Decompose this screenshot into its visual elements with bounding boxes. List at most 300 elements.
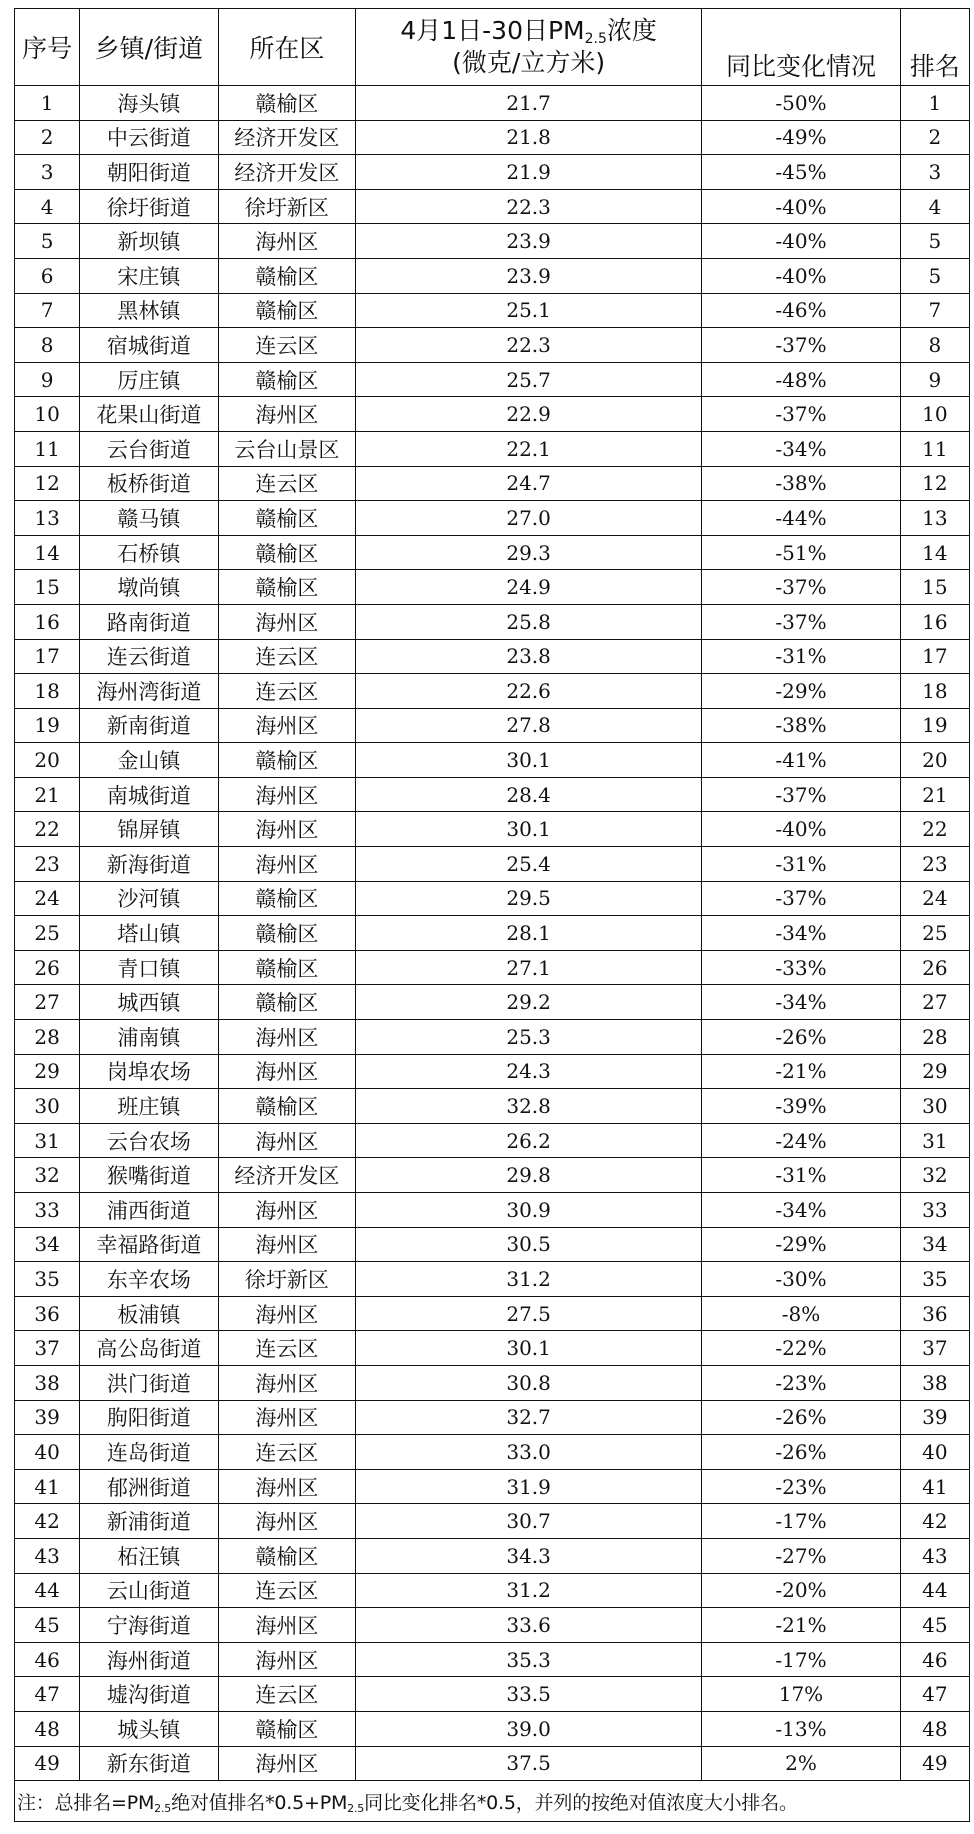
- cell-yoy-change: -23%: [702, 1365, 901, 1400]
- cell-yoy-change: -34%: [702, 985, 901, 1020]
- table-row: [15, 847, 970, 882]
- cell-rank: 46: [900, 1642, 969, 1677]
- cell-rank: 14: [900, 535, 969, 570]
- cell-town: 新浦街道: [80, 1504, 218, 1539]
- cell-district: 海州区: [218, 1746, 355, 1781]
- cell-pm25: 23.9: [356, 258, 702, 293]
- cell-rank: 9: [900, 362, 969, 397]
- cell-town: 板桥街道: [80, 466, 218, 501]
- cell-town: 新东街道: [80, 1746, 218, 1781]
- cell-yoy-change: -17%: [702, 1504, 901, 1539]
- cell-town: 花果山街道: [80, 397, 218, 432]
- table-row: [15, 881, 970, 916]
- cell-index: 42: [15, 1504, 80, 1539]
- cell-town: 赣马镇: [80, 501, 218, 536]
- cell-pm25: 31.2: [356, 1262, 702, 1297]
- cell-index: 6: [15, 258, 80, 293]
- cell-index: 47: [15, 1677, 80, 1712]
- cell-yoy-change: -34%: [702, 431, 901, 466]
- cell-town: 连云街道: [80, 639, 218, 674]
- cell-rank: 30: [900, 1089, 969, 1124]
- table-row: [15, 1296, 970, 1331]
- cell-rank: 13: [900, 501, 969, 536]
- footnote-sub1: 2.5: [154, 1801, 172, 1815]
- cell-town: 宿城街道: [80, 328, 218, 363]
- cell-index: 9: [15, 362, 80, 397]
- cell-yoy-change: -38%: [702, 466, 901, 501]
- cell-pm25: 22.3: [356, 328, 702, 363]
- cell-district: 连云区: [218, 1677, 355, 1712]
- cell-town: 云台农场: [80, 1123, 218, 1158]
- table-row: [15, 1365, 970, 1400]
- cell-rank: 36: [900, 1296, 969, 1331]
- table-row: [15, 466, 970, 501]
- cell-yoy-change: -26%: [702, 1400, 901, 1435]
- table-row: [15, 120, 970, 155]
- cell-yoy-change: 17%: [702, 1677, 901, 1712]
- cell-yoy-change: -39%: [702, 1089, 901, 1124]
- cell-index: 39: [15, 1400, 80, 1435]
- cell-pm25: 30.8: [356, 1365, 702, 1400]
- cell-index: 29: [15, 1054, 80, 1089]
- cell-rank: 26: [900, 950, 969, 985]
- cell-district: 徐圩新区: [218, 189, 355, 224]
- cell-rank: 25: [900, 916, 969, 951]
- table-row: [15, 1538, 970, 1573]
- table-row: [15, 224, 970, 259]
- table-row: [15, 1262, 970, 1297]
- cell-town: 南城街道: [80, 777, 218, 812]
- cell-rank: 23: [900, 847, 969, 882]
- cell-yoy-change: -17%: [702, 1642, 901, 1677]
- cell-pm25: 29.3: [356, 535, 702, 570]
- cell-rank: 2: [900, 120, 969, 155]
- cell-rank: 5: [900, 258, 969, 293]
- cell-district: 连云区: [218, 674, 355, 709]
- table-row: [15, 674, 970, 709]
- footnote-part2: 绝对值排名*0.5+PM: [171, 1791, 348, 1814]
- cell-index: 12: [15, 466, 80, 501]
- cell-yoy-change: -8%: [702, 1296, 901, 1331]
- cell-yoy-change: -27%: [702, 1538, 901, 1573]
- cell-town: 宁海街道: [80, 1608, 218, 1643]
- cell-rank: 40: [900, 1435, 969, 1470]
- cell-district: 赣榆区: [218, 881, 355, 916]
- cell-yoy-change: -51%: [702, 535, 901, 570]
- cell-yoy-change: -41%: [702, 743, 901, 778]
- cell-index: 11: [15, 431, 80, 466]
- table-row: [15, 328, 970, 363]
- cell-pm25: 32.8: [356, 1089, 702, 1124]
- cell-district: 海州区: [218, 812, 355, 847]
- cell-district: 海州区: [218, 1020, 355, 1055]
- cell-yoy-change: -46%: [702, 293, 901, 328]
- cell-town: 沙河镇: [80, 881, 218, 916]
- table-row: [15, 570, 970, 605]
- cell-pm25: 25.8: [356, 604, 702, 639]
- cell-pm25: 32.7: [356, 1400, 702, 1435]
- table-row: [15, 1677, 970, 1712]
- cell-yoy-change: -31%: [702, 847, 901, 882]
- cell-rank: 10: [900, 397, 969, 432]
- cell-yoy-change: -30%: [702, 1262, 901, 1297]
- table-body: [15, 86, 970, 1781]
- cell-index: 27: [15, 985, 80, 1020]
- cell-pm25: 30.1: [356, 1331, 702, 1366]
- cell-rank: 4: [900, 189, 969, 224]
- cell-rank: 21: [900, 777, 969, 812]
- cell-rank: 37: [900, 1331, 969, 1366]
- cell-district: 海州区: [218, 604, 355, 639]
- cell-rank: 5: [900, 224, 969, 259]
- cell-rank: 1: [900, 86, 969, 121]
- cell-pm25: 28.1: [356, 916, 702, 951]
- cell-town: 锦屏镇: [80, 812, 218, 847]
- cell-yoy-change: -50%: [702, 86, 901, 121]
- cell-pm25: 30.5: [356, 1227, 702, 1262]
- cell-yoy-change: -40%: [702, 224, 901, 259]
- cell-index: 8: [15, 328, 80, 363]
- table-row: [15, 1642, 970, 1677]
- cell-yoy-change: -29%: [702, 674, 901, 709]
- cell-district: 赣榆区: [218, 1089, 355, 1124]
- cell-index: 25: [15, 916, 80, 951]
- cell-district: 海州区: [218, 1054, 355, 1089]
- table-row: [15, 397, 970, 432]
- cell-rank: 3: [900, 155, 969, 190]
- cell-district: 徐圩新区: [218, 1262, 355, 1297]
- cell-district: 海州区: [218, 1469, 355, 1504]
- cell-rank: 16: [900, 604, 969, 639]
- cell-yoy-change: -34%: [702, 916, 901, 951]
- cell-town: 徐圩街道: [80, 189, 218, 224]
- cell-index: 22: [15, 812, 80, 847]
- cell-district: 赣榆区: [218, 86, 355, 121]
- cell-district: 经济开发区: [218, 155, 355, 190]
- cell-district: 海州区: [218, 708, 355, 743]
- cell-pm25: 33.6: [356, 1608, 702, 1643]
- cell-index: 5: [15, 224, 80, 259]
- table-row: [15, 258, 970, 293]
- cell-rank: 45: [900, 1608, 969, 1643]
- cell-index: 17: [15, 639, 80, 674]
- cell-rank: 34: [900, 1227, 969, 1262]
- cell-pm25: 26.2: [356, 1123, 702, 1158]
- table-row: [15, 1193, 970, 1228]
- cell-pm25: 22.3: [356, 189, 702, 224]
- cell-rank: 27: [900, 985, 969, 1020]
- cell-yoy-change: -37%: [702, 397, 901, 432]
- cell-district: 海州区: [218, 1365, 355, 1400]
- cell-district: 连云区: [218, 1573, 355, 1608]
- cell-pm25: 24.7: [356, 466, 702, 501]
- cell-index: 13: [15, 501, 80, 536]
- cell-yoy-change: 2%: [702, 1746, 901, 1781]
- cell-yoy-change: -40%: [702, 812, 901, 847]
- cell-district: 云台山景区: [218, 431, 355, 466]
- table-row: [15, 1608, 970, 1643]
- cell-district: 经济开发区: [218, 1158, 355, 1193]
- cell-pm25: 22.9: [356, 397, 702, 432]
- cell-index: 40: [15, 1435, 80, 1470]
- cell-pm25: 22.6: [356, 674, 702, 709]
- cell-rank: 12: [900, 466, 969, 501]
- cell-index: 48: [15, 1711, 80, 1746]
- cell-pm25: 27.5: [356, 1296, 702, 1331]
- cell-yoy-change: -26%: [702, 1435, 901, 1470]
- cell-pm25: 30.1: [356, 743, 702, 778]
- cell-yoy-change: -37%: [702, 570, 901, 605]
- table-row: [15, 777, 970, 812]
- cell-town: 海州湾街道: [80, 674, 218, 709]
- table-row: [15, 708, 970, 743]
- cell-town: 柘汪镇: [80, 1538, 218, 1573]
- cell-index: 30: [15, 1089, 80, 1124]
- cell-pm25: 23.9: [356, 224, 702, 259]
- header-concentration-unit: (微克/立方米): [452, 48, 606, 77]
- header-concentration-pre: 4月1日-30日PM: [400, 16, 585, 45]
- cell-town: 浦南镇: [80, 1020, 218, 1055]
- cell-yoy-change: -23%: [702, 1469, 901, 1504]
- cell-rank: 49: [900, 1746, 969, 1781]
- cell-district: 海州区: [218, 1504, 355, 1539]
- cell-district: 赣榆区: [218, 1538, 355, 1573]
- table-row: [15, 1089, 970, 1124]
- cell-pm25: 29.8: [356, 1158, 702, 1193]
- cell-pm25: 37.5: [356, 1746, 702, 1781]
- cell-index: 16: [15, 604, 80, 639]
- cell-district: 赣榆区: [218, 570, 355, 605]
- cell-index: 45: [15, 1608, 80, 1643]
- cell-index: 15: [15, 570, 80, 605]
- cell-district: 海州区: [218, 1296, 355, 1331]
- cell-yoy-change: -31%: [702, 1158, 901, 1193]
- cell-pm25: 24.9: [356, 570, 702, 605]
- cell-pm25: 27.8: [356, 708, 702, 743]
- cell-pm25: 25.1: [356, 293, 702, 328]
- cell-rank: 19: [900, 708, 969, 743]
- cell-index: 31: [15, 1123, 80, 1158]
- cell-district: 经济开发区: [218, 120, 355, 155]
- cell-town: 岗埠农场: [80, 1054, 218, 1089]
- cell-index: 18: [15, 674, 80, 709]
- cell-rank: 35: [900, 1262, 969, 1297]
- cell-pm25: 21.8: [356, 120, 702, 155]
- cell-index: 7: [15, 293, 80, 328]
- header-yoy: 同比变化情况: [702, 9, 901, 86]
- table-row: [15, 604, 970, 639]
- cell-town: 城头镇: [80, 1711, 218, 1746]
- cell-rank: 7: [900, 293, 969, 328]
- cell-rank: 17: [900, 639, 969, 674]
- cell-district: 连云区: [218, 328, 355, 363]
- cell-index: 23: [15, 847, 80, 882]
- cell-pm25: 25.4: [356, 847, 702, 882]
- table-row: [15, 1227, 970, 1262]
- footnote-part1: 注：总排名=PM: [17, 1791, 155, 1814]
- cell-index: 32: [15, 1158, 80, 1193]
- cell-index: 20: [15, 743, 80, 778]
- cell-district: 赣榆区: [218, 743, 355, 778]
- cell-town: 朝阳街道: [80, 155, 218, 190]
- table-row: [15, 1054, 970, 1089]
- cell-district: 连云区: [218, 1435, 355, 1470]
- cell-district: 连云区: [218, 466, 355, 501]
- cell-town: 宋庄镇: [80, 258, 218, 293]
- cell-yoy-change: -20%: [702, 1573, 901, 1608]
- cell-yoy-change: -13%: [702, 1711, 901, 1746]
- cell-pm25: 22.1: [356, 431, 702, 466]
- table-row: [15, 916, 970, 951]
- table-row: [15, 1400, 970, 1435]
- header-concentration-post: 浓度: [606, 16, 657, 45]
- cell-index: 21: [15, 777, 80, 812]
- cell-pm25: 33.0: [356, 1435, 702, 1470]
- footnote-part3: 同比变化排名*0.5，并列的按绝对值浓度大小排名。: [364, 1791, 798, 1814]
- cell-district: 海州区: [218, 1608, 355, 1643]
- cell-pm25: 29.5: [356, 881, 702, 916]
- cell-pm25: 21.7: [356, 86, 702, 121]
- table-row: [15, 1711, 970, 1746]
- cell-district: 赣榆区: [218, 950, 355, 985]
- table-row: [15, 431, 970, 466]
- cell-town: 云台街道: [80, 431, 218, 466]
- cell-pm25: 25.3: [356, 1020, 702, 1055]
- cell-town: 连岛街道: [80, 1435, 218, 1470]
- cell-district: 赣榆区: [218, 1711, 355, 1746]
- cell-yoy-change: -49%: [702, 120, 901, 155]
- cell-pm25: 23.8: [356, 639, 702, 674]
- cell-town: 猴嘴街道: [80, 1158, 218, 1193]
- cell-town: 幸福路街道: [80, 1227, 218, 1262]
- cell-yoy-change: -33%: [702, 950, 901, 985]
- cell-rank: 20: [900, 743, 969, 778]
- cell-pm25: 30.7: [356, 1504, 702, 1539]
- cell-town: 青口镇: [80, 950, 218, 985]
- cell-index: 24: [15, 881, 80, 916]
- cell-town: 海州街道: [80, 1642, 218, 1677]
- cell-town: 塔山镇: [80, 916, 218, 951]
- cell-yoy-change: -21%: [702, 1054, 901, 1089]
- cell-town: 墩尚镇: [80, 570, 218, 605]
- table-row: [15, 1123, 970, 1158]
- cell-district: 海州区: [218, 397, 355, 432]
- cell-town: 城西镇: [80, 985, 218, 1020]
- cell-town: 黑林镇: [80, 293, 218, 328]
- cell-rank: 33: [900, 1193, 969, 1228]
- cell-index: 28: [15, 1020, 80, 1055]
- cell-rank: 41: [900, 1469, 969, 1504]
- cell-index: 19: [15, 708, 80, 743]
- cell-rank: 11: [900, 431, 969, 466]
- cell-rank: 39: [900, 1400, 969, 1435]
- table-row: [15, 1573, 970, 1608]
- cell-district: 赣榆区: [218, 916, 355, 951]
- cell-district: 赣榆区: [218, 293, 355, 328]
- cell-index: 44: [15, 1573, 80, 1608]
- cell-rank: 24: [900, 881, 969, 916]
- table-row: [15, 812, 970, 847]
- table-row: [15, 1469, 970, 1504]
- cell-town: 路南街道: [80, 604, 218, 639]
- table-row: [15, 1746, 970, 1781]
- cell-yoy-change: -24%: [702, 1123, 901, 1158]
- cell-index: 34: [15, 1227, 80, 1262]
- cell-town: 金山镇: [80, 743, 218, 778]
- header-concentration: [356, 9, 702, 86]
- cell-rank: 31: [900, 1123, 969, 1158]
- cell-district: 赣榆区: [218, 362, 355, 397]
- cell-pm25: 28.4: [356, 777, 702, 812]
- table-row: [15, 362, 970, 397]
- cell-district: 海州区: [218, 1227, 355, 1262]
- cell-index: 36: [15, 1296, 80, 1331]
- cell-pm25: 39.0: [356, 1711, 702, 1746]
- table-row: [15, 535, 970, 570]
- cell-index: 43: [15, 1538, 80, 1573]
- cell-yoy-change: -34%: [702, 1193, 901, 1228]
- cell-district: 海州区: [218, 1123, 355, 1158]
- cell-yoy-change: -37%: [702, 604, 901, 639]
- cell-district: 赣榆区: [218, 535, 355, 570]
- cell-town: 板浦镇: [80, 1296, 218, 1331]
- cell-pm25: 31.2: [356, 1573, 702, 1608]
- cell-yoy-change: -44%: [702, 501, 901, 536]
- cell-pm25: 25.7: [356, 362, 702, 397]
- cell-yoy-change: -29%: [702, 1227, 901, 1262]
- table-row: [15, 293, 970, 328]
- cell-district: 连云区: [218, 1331, 355, 1366]
- cell-pm25: 27.0: [356, 501, 702, 536]
- cell-yoy-change: -38%: [702, 708, 901, 743]
- cell-district: 海州区: [218, 1400, 355, 1435]
- cell-rank: 18: [900, 674, 969, 709]
- cell-pm25: 34.3: [356, 1538, 702, 1573]
- cell-town: 洪门街道: [80, 1365, 218, 1400]
- cell-index: 1: [15, 86, 80, 121]
- cell-district: 海州区: [218, 777, 355, 812]
- cell-rank: 48: [900, 1711, 969, 1746]
- header-town: 乡镇/街道: [80, 9, 218, 86]
- table-row: [15, 1331, 970, 1366]
- cell-pm25: 30.1: [356, 812, 702, 847]
- table-row: [15, 501, 970, 536]
- cell-index: 37: [15, 1331, 80, 1366]
- cell-index: 33: [15, 1193, 80, 1228]
- cell-index: 3: [15, 155, 80, 190]
- table-row: [15, 155, 970, 190]
- table-row: [15, 743, 970, 778]
- cell-rank: 8: [900, 328, 969, 363]
- cell-rank: 29: [900, 1054, 969, 1089]
- cell-rank: 47: [900, 1677, 969, 1712]
- cell-town: 新海街道: [80, 847, 218, 882]
- cell-index: 49: [15, 1746, 80, 1781]
- cell-index: 4: [15, 189, 80, 224]
- cell-rank: 28: [900, 1020, 969, 1055]
- cell-index: 41: [15, 1469, 80, 1504]
- cell-index: 35: [15, 1262, 80, 1297]
- cell-town: 石桥镇: [80, 535, 218, 570]
- table-row: [15, 1020, 970, 1055]
- cell-rank: 42: [900, 1504, 969, 1539]
- table-row: [15, 985, 970, 1020]
- cell-rank: 32: [900, 1158, 969, 1193]
- cell-rank: 15: [900, 570, 969, 605]
- cell-pm25: 35.3: [356, 1642, 702, 1677]
- cell-town: 中云街道: [80, 120, 218, 155]
- cell-yoy-change: -37%: [702, 777, 901, 812]
